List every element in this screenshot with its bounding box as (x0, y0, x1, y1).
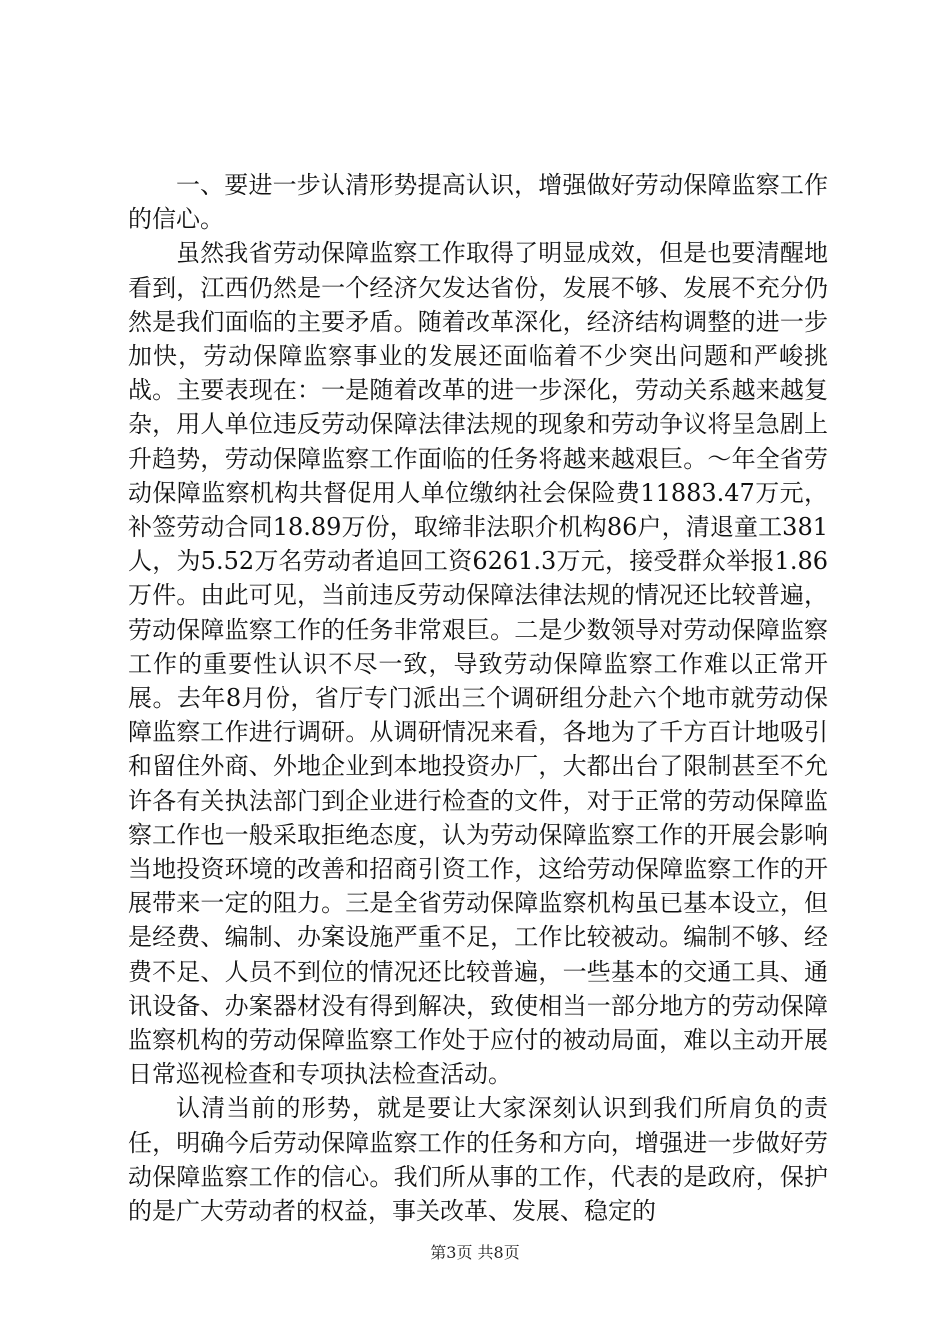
body-paragraph: 认清当前的形势，就是要让大家深刻认识到我们所肩负的责任，明确今后劳动保障监察工作的任务和方向，增强进一步做好劳动保障监察工作的信心。我们所从事的工作，代表的是政府，保护的是广大劳动者的权益，事关改革、发展、稳定的 (128, 1094, 828, 1226)
document-body (128, 168, 828, 1228)
body-paragraph: 虽然我省劳动保障监察工作取得了明显成效，但是也要清醒地看到，江西仍然是一个经济欠发达省份，发展不够、发展不充分仍然是我们面临的主要矛盾。随着改革深化，经济结构调整的进一步加快，劳动保障监察事业的发展还面临着不少突出问题和严峻挑战。主要表现在：一是随着改革的进一步深化，劳动关系越来越复杂，用人单位违反劳动保障法律法规的现象和劳动争议将呈急剧上升趋势，劳动保障监察工作面临的任务将越来越艰巨。～年全省劳动保障监察机构共督促用人单位缴纳社会保险费11883.47万元，补签劳动合同18.89万份，取缔非法职介机构86户，清退童工381人，为5.52万名劳动者追回工资6261.3万元，接受群众举报1.86万件。由此可见，当前违反劳动保障法律法规的情况还比较普遍，劳动保障监察工作的任务非常艰巨。二是少数领导对劳动保障监察工作的重要性认识不尽一致，导致劳动保障监察工作难以正常开展。去年8月份，省厅专门派出三个调研组分赴六个地市就劳动保障监察工作进行调研。从调研情况来看，各地为了千方百计地吸引和留住外商、外地企业到本地投资办厂，大都出台了限制甚至不允许各有关执法部门到企业进行检查的文件，对于正常的劳动保障监察工作也一般采取拒绝态度，认为劳动保障监察工作的开展会影响当地投资环境的改善和招商引资工作，这给劳动保障监察工作的开展带来一定的阻力。三是全省劳动保障监察机构虽已基本设立，但是经费、编制、办案设施严重不足，工作比较被动。编制不够、经费不足、人员不到位的情况还比较普遍，一些基本的交通工具、通讯设备、办案器材没有得到解决，致使相当一部分地方的劳动保障监察机构的劳动保障监察工作处于应付的被动局面，难以主动开展日常巡视检查和专项执法检查活动。 (128, 239, 828, 1089)
page-number-footer: 第3页 共8页 (430, 1243, 520, 1262)
section-heading-paragraph: 一、要进一步认清形势提高认识，增强做好劳动保障监察工作的信心。 (128, 171, 828, 234)
